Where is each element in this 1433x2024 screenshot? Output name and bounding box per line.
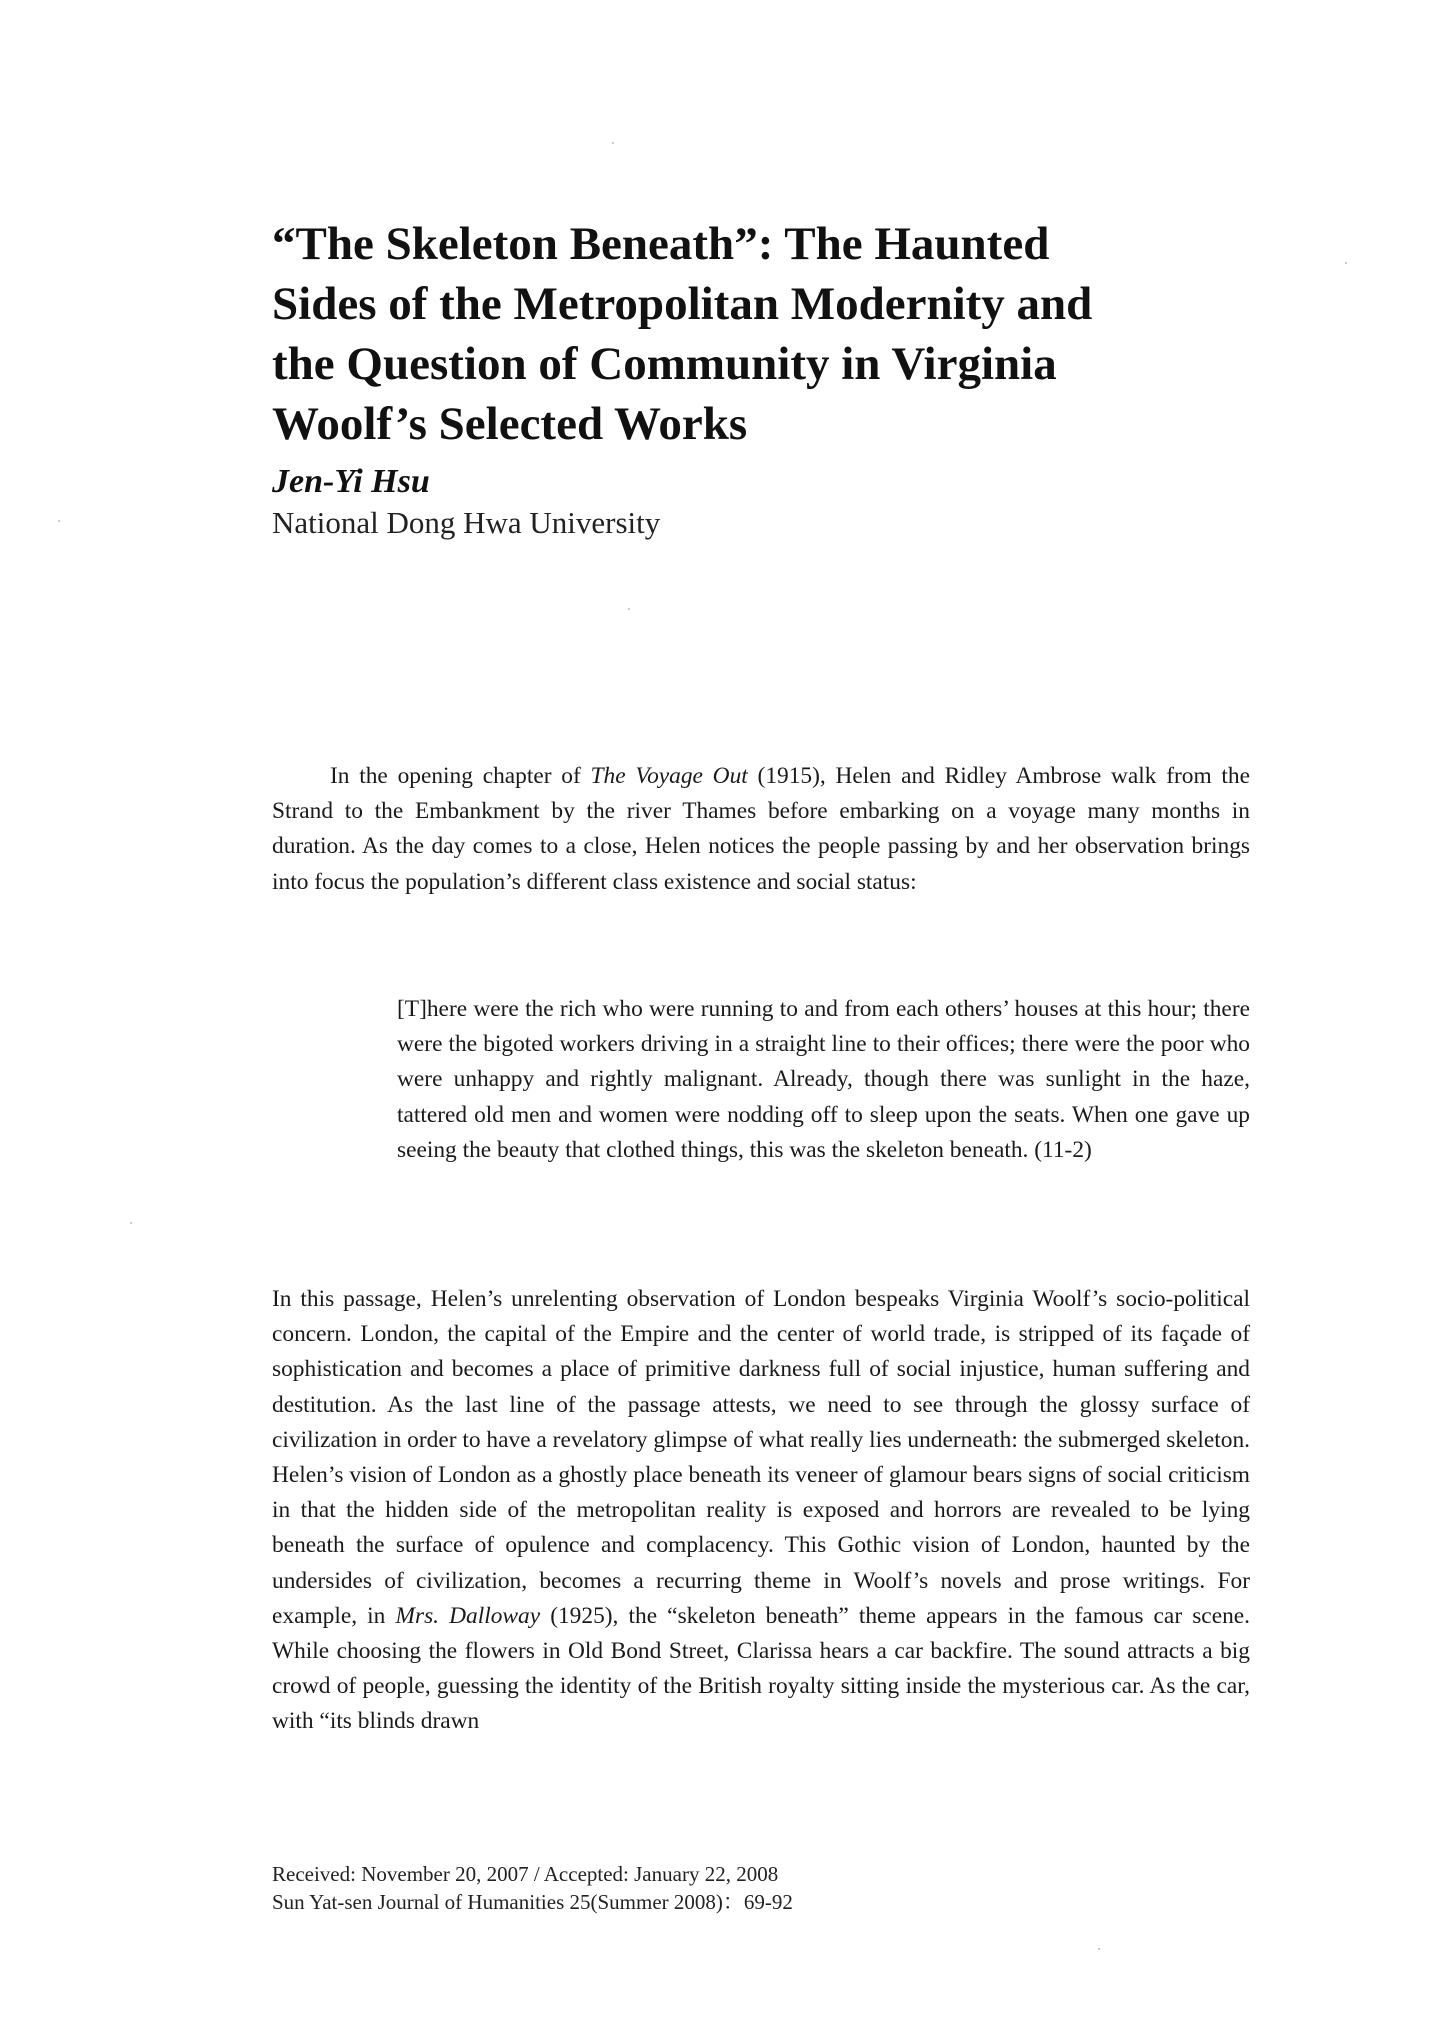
author-name: Jen-Yi Hsu (272, 463, 430, 500)
author-affiliation: National Dong Hwa University (272, 505, 661, 540)
body-paragraph-1 (272, 759, 1250, 900)
text-run: In the opening chapter of (330, 763, 591, 789)
publication-footer (272, 1860, 793, 1916)
scan-speck (58, 520, 60, 522)
scan-speck (612, 142, 614, 144)
text-run: (1925), the “skeleton beneath” theme appears in the famous car scene. While choosing the flowers in Old Bond Street, Clarissa hears a car backfire. The sound attracts a big crowd of people, guessing the identity of the British royalty sitting inside the mysterious car. As the car, with “its blinds drawn (272, 1602, 1250, 1735)
book-title-mrs-dalloway: Mrs. Dalloway (395, 1602, 541, 1629)
text-run: (1915), Helen and Ridley Ambrose walk from the Strand to the Embankment by the river Thames before embarking on a voyage many months in duration. As the day comes to a close, Helen notices the people passing by and her observation brings into focus the population’s different class existence and social status: (272, 763, 1251, 895)
article-title (272, 214, 1232, 454)
title-line: “The Skeleton Beneath”: The Haunted (272, 218, 1050, 270)
scan-speck (628, 608, 630, 610)
book-title-voyage-out: The Voyage Out (590, 763, 748, 789)
received-accepted-dates: Received: November 20, 2007 / Accepted: January 22, 2008 (272, 1862, 779, 1886)
scan-speck (130, 1222, 132, 1224)
scan-speck (1345, 262, 1347, 264)
title-line: Sides of the Metropolitan Modernity and (272, 278, 1093, 330)
scan-speck (1098, 1948, 1100, 1950)
journal-citation: Sun Yat-sen Journal of Humanities 25(Summer 2008)：69-92 (272, 1890, 793, 1914)
title-line: the Question of Community in Virginia (272, 338, 1057, 390)
text-run: In this passage, Helen’s unrelenting observation of London bespeaks Virginia Woolf’s socio-political concern. London, the capital of the Empire and the center of world trade, is stripped of its façade of sophistication and becomes a place of primitive darkness full of social injustice, human suffering and destitution. As the last line of the passage attests, we need to see through the glossy surface of civilization in order to have a revelatory glimpse of what really lies underneath: the submerged skeleton. Helen’s vision of London as a ghostly place beneath its veneer of glamour bears signs of social criticism in that the hidden side of the metropolitan reality is exposed and horrors are revealed to be lying beneath the surface of opulence and complacency. This Gothic vision of London, haunted by the undersides of civilization, becomes a recurring theme in Woolf’s novels and prose writings. For example, in (272, 1286, 1250, 1629)
block-quote: [T]here were the rich who were running to and from each others’ houses at this hour; there were the bigoted workers driving in a straight line to their offices; there were the poor who were unhappy and rightly malignant. Already, though there was sunlight in the haze, tattered old men and women were nodding off to sleep upon the seats. When one gave up seeing the beauty that clothed things, this was the skeleton beneath. (11-2) (397, 996, 1250, 1163)
title-line: Woolf’s Selected Works (272, 398, 748, 450)
body-paragraph-2 (272, 1282, 1250, 1740)
